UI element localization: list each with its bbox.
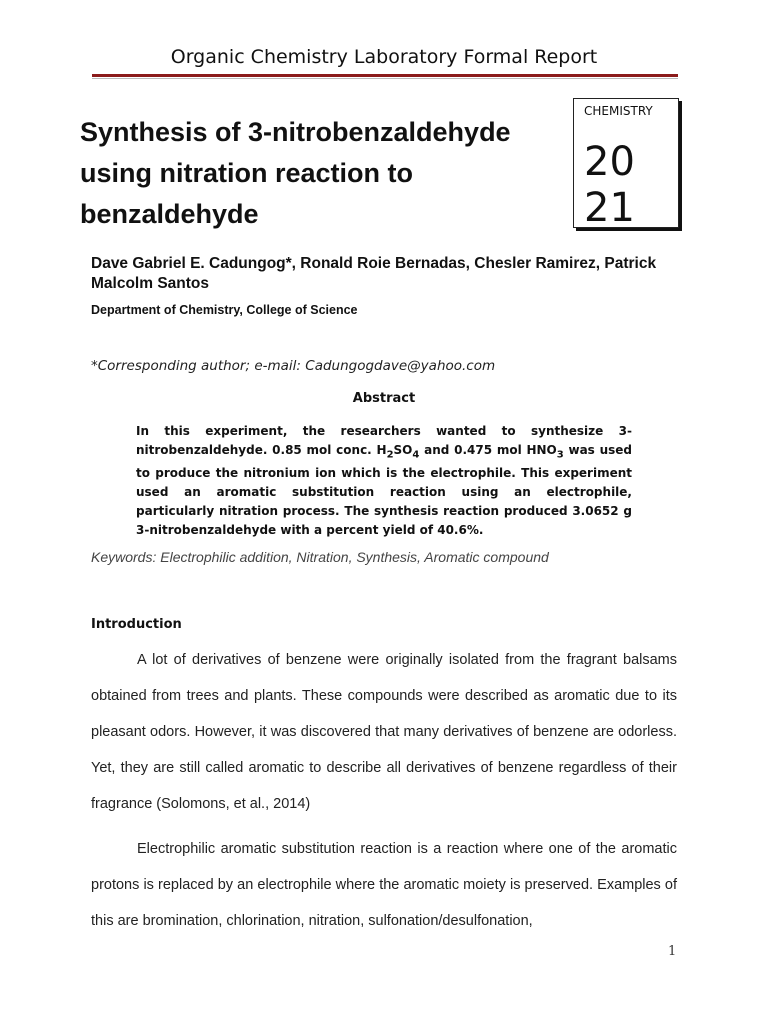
header-divider-thin [92,78,678,79]
header-divider [92,74,678,77]
abstract-text-part: was used to produce the nitronium ion which is the electrophile. This experiment used an aromatic substitution reaction using an electrophile, particularly nitration process. The synthesis reaction produced 3.0652 g 3-nitrobenzaldehyde with a percent yield of 40.6%. [136,443,632,538]
subscript: 2 [386,449,394,461]
abstract-text-part: SO [393,443,413,457]
corresponding-author: *Corresponding author; e-mail: Cadungogdave@yahoo.com [91,358,496,374]
paper-title: Synthesis of 3-nitrobenzaldehyde using nitration reaction to benzaldehyde [80,117,511,229]
year-box-year: 2021 [584,139,635,228]
author-list: Dave Gabriel E. Cadungog*, Ronald Roie Bernadas, Chesler Ramirez, Patrick Malcolm Santos [91,255,657,292]
abstract-text [136,422,632,540]
report-header-title: Organic Chemistry Laboratory Formal Report [170,46,598,68]
introduction-paragraph: Electrophilic aromatic substitution reaction is a reaction where one of the aromatic protons is replaced by an electrophile where the aromatic moiety is preserved. Examples of this are bromination, chlorination, nitration, sulfonation/desulfonation, [91,841,677,929]
abstract-text-part: and 0.475 mol HNO [419,443,557,457]
introduction-paragraph: A lot of derivatives of benzene were originally isolated from the fragrant balsams obtained from trees and plants. These compounds were described as aromatic due to its pleasant odors. However, it was discovered that many derivatives of benzene are odorless. Yet, they are still called aromatic to describe all derivatives of benzene regardless of their fragrance (Solomons, et al., 2014) [91,652,677,812]
subscript: 3 [556,449,564,461]
page-number: 1 [668,944,677,959]
year-box [573,98,679,228]
abstract-heading: Abstract [352,391,416,406]
abstract-text-part: In this experiment, the researchers wanted to synthesize 3-nitrobenzaldehyde. 0.85 mol conc. H [136,424,632,457]
affiliation: Department of Chemistry, College of Science [91,303,358,317]
year-box-label: CHEMISTRY [584,104,653,118]
subscript: 4 [412,449,420,461]
keywords: Keywords: Electrophilic addition, Nitration, Synthesis, Aromatic compound [91,549,549,565]
introduction-heading: Introduction [91,617,182,632]
